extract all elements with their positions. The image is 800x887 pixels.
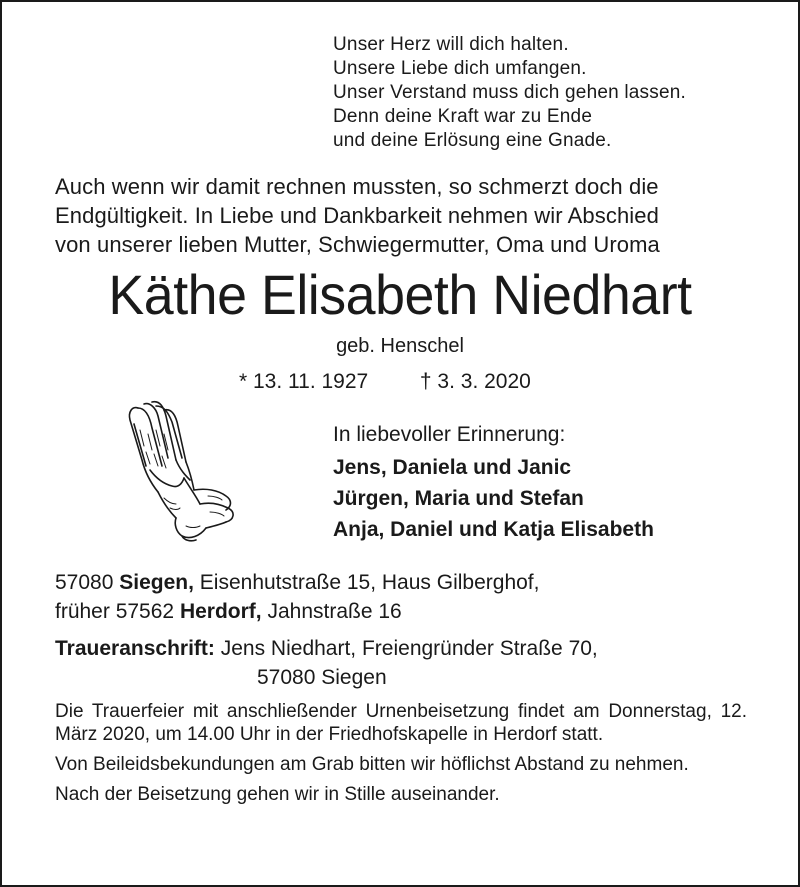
praying-hands-icon	[120, 400, 245, 545]
poem-line: Unsere Liebe dich umfangen.	[333, 58, 587, 79]
address-line	[55, 597, 539, 626]
mourning-address-label: Traueranschrift:	[55, 637, 215, 660]
mourning-address-street: Jens Niedhart, Freiengründer Straße 70,	[220, 637, 598, 660]
poem-line: Unser Herz will dich halten.	[333, 34, 569, 55]
birth-name: geb. Henschel	[336, 335, 464, 357]
birth-date: * 13. 11. 1927	[239, 370, 369, 393]
address-former-zip: früher 57562	[55, 600, 175, 623]
address-street: Eisenhutstraße 15, Haus Gilberghof,	[199, 571, 540, 594]
poem-line: Unser Verstand muss dich gehen lassen.	[333, 82, 686, 103]
mourning-address	[55, 634, 598, 692]
poem-line: Denn deine Kraft war zu Ende	[333, 106, 593, 127]
mourners	[333, 419, 654, 545]
closing-paragraph: Nach der Beisetzung gehen wir in Stille auseinander.	[55, 784, 500, 805]
intro-line: Endgültigkeit. In Liebe und Dankbarkeit nehmen wir Abschied	[55, 203, 659, 228]
death-date: † 3. 3. 2020	[419, 370, 531, 393]
family-name: Anja, Daniel und Katja Elisabeth	[333, 518, 654, 541]
poem-line: und deine Erlösung eine Gnade.	[333, 130, 612, 151]
mourning-address-city: 57080 Siegen	[257, 666, 387, 689]
family-name: Jürgen, Maria und Stefan	[333, 487, 584, 510]
address-former-city: Herdorf,	[179, 600, 262, 623]
condolence-paragraph: Von Beileidsbekundungen am Grab bitten wir höflichst Abstand zu nehmen.	[55, 754, 689, 775]
intro-line: Auch wenn wir damit rechnen mussten, so schmerzt doch die	[55, 174, 659, 199]
mourners-lead: In liebevoller Erinnerung:	[333, 423, 566, 446]
address-zip: 57080	[55, 571, 114, 594]
intro-line: von unserer lieben Mutter, Schwiegermutter, Oma und Uroma	[55, 232, 660, 257]
residence-address	[55, 568, 539, 626]
address-former-street: Jahnstraße 16	[267, 600, 402, 623]
ceremony-paragraph: Die Trauerfeier mit anschließender Urnenbeisetzung findet am Donnerstag, 12. März 2020, um 14.00 Uhr in der Friedhofskapelle in Herdorf statt.	[55, 701, 747, 745]
life-dates	[239, 368, 531, 396]
intro-text	[55, 172, 755, 259]
ceremony-info	[55, 700, 747, 813]
deceased-name: Käthe Elisabeth Niedhart	[108, 263, 692, 326]
family-name: Jens, Daniela und Janic	[333, 456, 572, 479]
address-line	[55, 568, 539, 597]
address-city: Siegen,	[119, 571, 194, 594]
mourning-address-line	[55, 634, 598, 663]
poem	[333, 33, 686, 153]
